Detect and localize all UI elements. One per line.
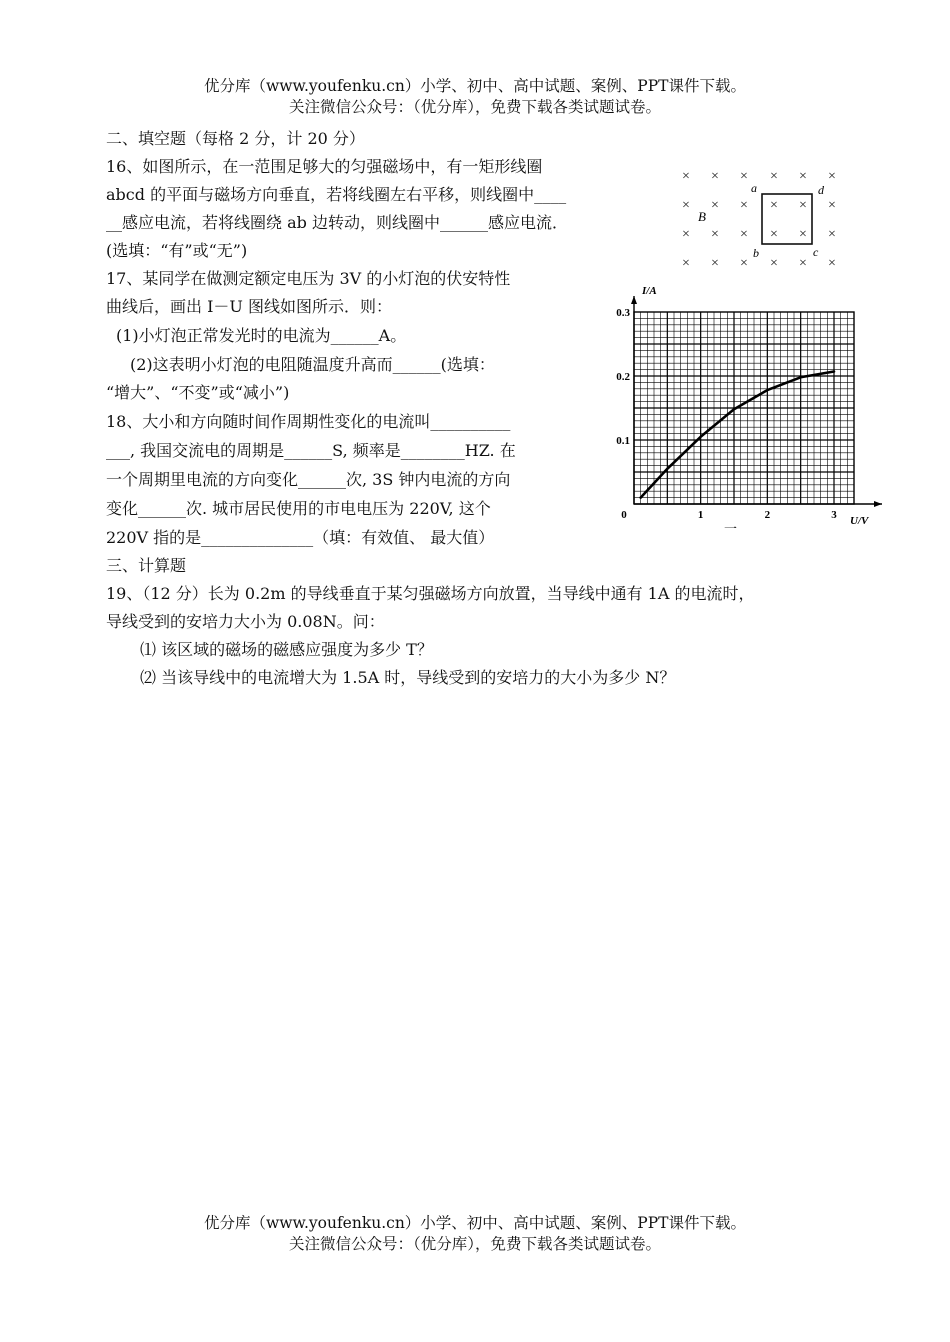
field-cross-3-5: ×	[828, 256, 836, 271]
q16-line-4: (选填：“有”或“无”)	[106, 241, 248, 260]
page-header	[0, 76, 950, 118]
q17-line-3: (1)小灯泡正常发光时的电流为______A。	[116, 326, 407, 345]
q18-line-3: 一个周期里电流的方向变化______次, 3S 钟内电流的方向	[106, 470, 511, 489]
field-cross-0-5: ×	[828, 169, 836, 184]
field-cross-1-0: ×	[682, 198, 690, 213]
iu-curve-chart	[606, 278, 896, 538]
field-cross-2-4: ×	[799, 227, 807, 242]
y-axis-label: I/A	[642, 285, 657, 297]
q17-line-2: 曲线后，画出 I－U 图线如图所示．则：	[106, 297, 392, 316]
label-c: c	[813, 245, 819, 259]
field-cross-2-0: ×	[682, 227, 690, 242]
field-cross-0-4: ×	[799, 169, 807, 184]
field-cross-3-0: ×	[682, 256, 690, 271]
q17-line-4: (2)这表明小灯泡的电阻随温度升高而______(选填：	[130, 355, 495, 374]
y-tick-label: 0.3	[616, 307, 630, 319]
field-cross-1-3: ×	[770, 198, 778, 213]
field-cross-1-2: ×	[740, 198, 748, 213]
field-cross-3-4: ×	[799, 256, 807, 271]
magnetic-field-svg	[672, 158, 847, 273]
field-cross-1-1: ×	[711, 198, 719, 213]
x-tick-label: 3	[831, 509, 837, 521]
y-tick-label: 0.1	[616, 435, 630, 447]
footer-line-1: 优分库（www.youfenku.cn）小学、初中、高中试题、案例、PPT课件下载。	[203, 1214, 747, 1232]
figure-caption-mark: 一	[724, 521, 738, 536]
footer-line-2: 关注微信公众号：（优分库），免费下载各类试题试卷。	[288, 1235, 661, 1253]
label-a: a	[751, 181, 757, 195]
q19-line-1: 19、（12 分）长为 0.2m 的导线垂直于某匀强磁场方向放置，当导线中通有 1A 的电流时，	[106, 584, 755, 603]
field-cross-0-2: ×	[740, 169, 748, 184]
q18-line-4: 变化______次. 城市居民使用的市电电压为 220V, 这个	[106, 499, 491, 518]
q17-line-5: “增大”、“不变”或“减小”)	[106, 383, 290, 402]
q18-line-1: 18、大小和方向随时间作周期性变化的电流叫__________	[106, 412, 511, 431]
q19-line-2: 导线受到的安培力大小为 0.08N。问：	[106, 612, 385, 631]
q16-line-2: abcd 的平面与磁场方向垂直，若将线圈左右平移，则线圈中____	[106, 185, 567, 204]
field-cross-0-1: ×	[711, 169, 719, 184]
magnetic-field-figure	[672, 158, 847, 273]
y-tick-label: 0.2	[616, 371, 630, 383]
x-axis-arrow	[874, 501, 882, 507]
y-axis-arrow	[631, 296, 637, 304]
field-cross-2-3: ×	[770, 227, 778, 242]
section-calc-title: 三、计算题	[106, 556, 187, 575]
field-cross-0-3: ×	[770, 169, 778, 184]
field-cross-3-1: ×	[711, 256, 719, 271]
iu-chart-svg	[606, 278, 896, 538]
q18-line-5: 220V 指的是______________（填：有效值、 最大值）	[106, 528, 495, 547]
q17-line-1: 17、某同学在做测定额定电压为 3V 的小灯泡的伏安特性	[106, 269, 511, 288]
field-cross-3-3: ×	[770, 256, 778, 271]
x-tick-label: 0	[621, 509, 627, 521]
q19-sub-1: ⑴ 该区域的磁场的磁感应强度为多少 T？	[140, 640, 433, 659]
x-axis-label: U/V	[850, 515, 869, 527]
section-fill-in-title: 二、填空题（每格 2 分，计 20 分）	[106, 129, 365, 148]
x-tick-label: 1	[697, 509, 704, 521]
q19-sub-2: ⑵ 当该导线中的电流增大为 1.5A 时，导线受到的安培力的大小为多少 N？	[140, 668, 676, 687]
field-cross-2-1: ×	[711, 227, 719, 242]
field-cross-1-4: ×	[799, 198, 807, 213]
q16-line-1: 16、如图所示，在一范围足够大的匀强磁场中，有一矩形线圈	[106, 157, 543, 176]
header-line-1: 优分库（www.youfenku.cn）小学、初中、高中试题、案例、PPT课件下载。	[203, 77, 747, 95]
field-cross-2-5: ×	[828, 227, 836, 242]
field-cross-0-0: ×	[682, 169, 690, 184]
q18-line-2: ___, 我国交流电的周期是______S, 频率是________HZ. 在	[106, 441, 516, 460]
header-line-2: 关注微信公众号：（优分库），免费下载各类试题试卷。	[288, 98, 661, 116]
field-cross-1-5: ×	[828, 198, 836, 213]
label-field-B: B	[698, 209, 706, 224]
label-d: d	[818, 183, 824, 197]
q16-line-3: __感应电流，若将线圈绕 ab 边转动，则线圈中______感应电流．	[106, 213, 568, 232]
label-b: b	[753, 246, 759, 260]
field-cross-3-2: ×	[740, 256, 748, 271]
page-footer	[0, 1213, 950, 1255]
field-cross-2-2: ×	[740, 227, 748, 242]
x-tick-label: 2	[764, 509, 771, 521]
